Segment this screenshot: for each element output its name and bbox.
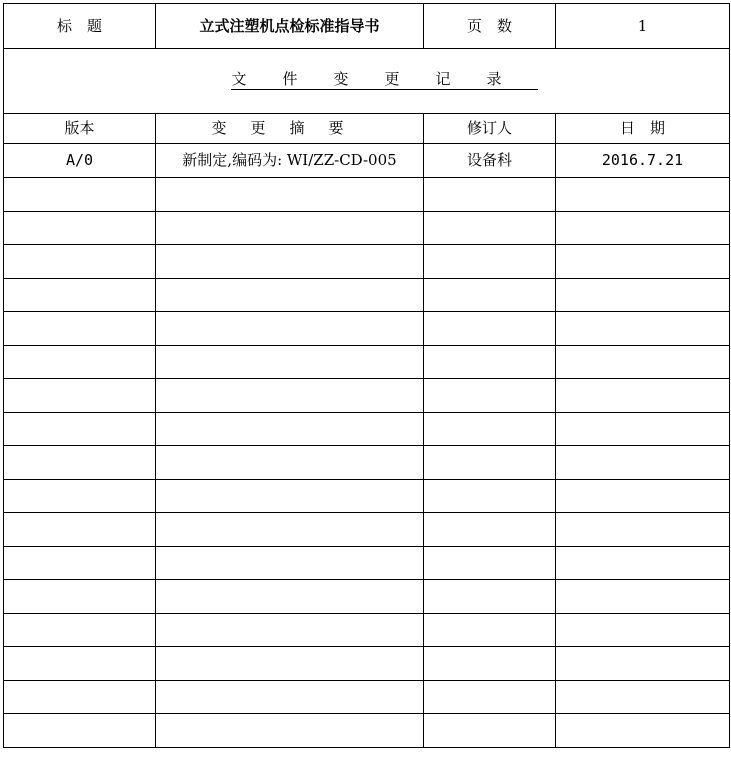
empty-cell xyxy=(156,379,424,413)
empty-cell xyxy=(424,647,556,681)
empty-cell xyxy=(424,546,556,580)
column-header-date: 日 期 xyxy=(556,114,730,144)
empty-row xyxy=(4,345,730,379)
empty-cell xyxy=(156,580,424,614)
empty-cell xyxy=(556,714,730,748)
table-row xyxy=(4,144,730,178)
empty-cell xyxy=(4,345,156,379)
empty-cell xyxy=(4,211,156,245)
empty-cell xyxy=(4,613,156,647)
empty-cell xyxy=(4,412,156,446)
empty-cell xyxy=(424,211,556,245)
empty-cell xyxy=(4,379,156,413)
empty-row xyxy=(4,178,730,212)
empty-cell xyxy=(556,513,730,547)
empty-row xyxy=(4,446,730,480)
empty-row xyxy=(4,245,730,279)
banner-title: 文件变更记录 xyxy=(231,70,538,88)
empty-cell xyxy=(424,580,556,614)
empty-cell xyxy=(424,446,556,480)
column-header-summary: 变更摘要 xyxy=(156,114,424,144)
pages-label: 页 数 xyxy=(424,4,556,49)
empty-cell xyxy=(156,479,424,513)
empty-cell xyxy=(156,245,424,279)
empty-cell xyxy=(4,680,156,714)
empty-row xyxy=(4,513,730,547)
empty-cell xyxy=(556,345,730,379)
empty-row xyxy=(4,278,730,312)
column-header-reviser: 修订人 xyxy=(424,114,556,144)
empty-cell xyxy=(424,412,556,446)
empty-cell xyxy=(556,211,730,245)
title-label: 标 题 xyxy=(4,4,156,49)
document-title: 立式注塑机点检标准指导书 xyxy=(156,4,424,49)
empty-cell xyxy=(556,379,730,413)
record-date: 2016.7.21 xyxy=(556,144,730,178)
empty-cell xyxy=(156,446,424,480)
empty-cell xyxy=(424,613,556,647)
title-row xyxy=(4,4,730,49)
column-header-row xyxy=(4,114,730,144)
empty-cell xyxy=(4,178,156,212)
empty-cell xyxy=(556,580,730,614)
empty-cell xyxy=(4,513,156,547)
empty-cell xyxy=(156,178,424,212)
empty-cell xyxy=(156,680,424,714)
record-version: A/0 xyxy=(4,144,156,178)
empty-cell xyxy=(4,278,156,312)
empty-row xyxy=(4,613,730,647)
empty-cell xyxy=(424,379,556,413)
empty-cell xyxy=(556,412,730,446)
record-reviser: 设备科 xyxy=(424,144,556,178)
empty-cell xyxy=(156,647,424,681)
empty-cell xyxy=(556,312,730,346)
empty-cell xyxy=(556,278,730,312)
banner-row xyxy=(4,49,730,114)
empty-cell xyxy=(556,680,730,714)
empty-cell xyxy=(4,312,156,346)
empty-cell xyxy=(556,546,730,580)
column-header-version: 版本 xyxy=(4,114,156,144)
empty-row xyxy=(4,680,730,714)
empty-cell xyxy=(556,479,730,513)
empty-cell xyxy=(156,513,424,547)
empty-cell xyxy=(156,312,424,346)
change-record-table xyxy=(3,3,730,748)
empty-cell xyxy=(424,479,556,513)
empty-cell xyxy=(156,345,424,379)
record-summary: 新制定,编码为: WI/ZZ-CD-005 xyxy=(156,144,424,178)
empty-cell xyxy=(424,312,556,346)
empty-cell xyxy=(4,714,156,748)
empty-cell xyxy=(424,178,556,212)
empty-cell xyxy=(4,446,156,480)
banner-cell xyxy=(4,49,730,114)
empty-cell xyxy=(556,245,730,279)
empty-cell xyxy=(424,245,556,279)
empty-row xyxy=(4,211,730,245)
empty-row xyxy=(4,714,730,748)
empty-cell xyxy=(156,211,424,245)
empty-row xyxy=(4,580,730,614)
empty-cell xyxy=(424,345,556,379)
empty-row xyxy=(4,412,730,446)
empty-cell xyxy=(556,647,730,681)
empty-row xyxy=(4,379,730,413)
empty-cell xyxy=(556,446,730,480)
pages-value: 1 xyxy=(556,4,730,49)
empty-cell xyxy=(156,278,424,312)
empty-row xyxy=(4,546,730,580)
empty-cell xyxy=(556,613,730,647)
empty-cell xyxy=(424,513,556,547)
empty-cell xyxy=(556,178,730,212)
empty-cell xyxy=(4,647,156,681)
empty-row xyxy=(4,479,730,513)
empty-cell xyxy=(424,278,556,312)
empty-cell xyxy=(4,245,156,279)
empty-cell xyxy=(424,714,556,748)
empty-cell xyxy=(424,680,556,714)
empty-cell xyxy=(156,714,424,748)
empty-row xyxy=(4,312,730,346)
empty-cell xyxy=(156,613,424,647)
empty-cell xyxy=(156,412,424,446)
empty-cell xyxy=(4,580,156,614)
empty-cell xyxy=(4,546,156,580)
empty-cell xyxy=(4,479,156,513)
empty-row xyxy=(4,647,730,681)
empty-cell xyxy=(156,546,424,580)
